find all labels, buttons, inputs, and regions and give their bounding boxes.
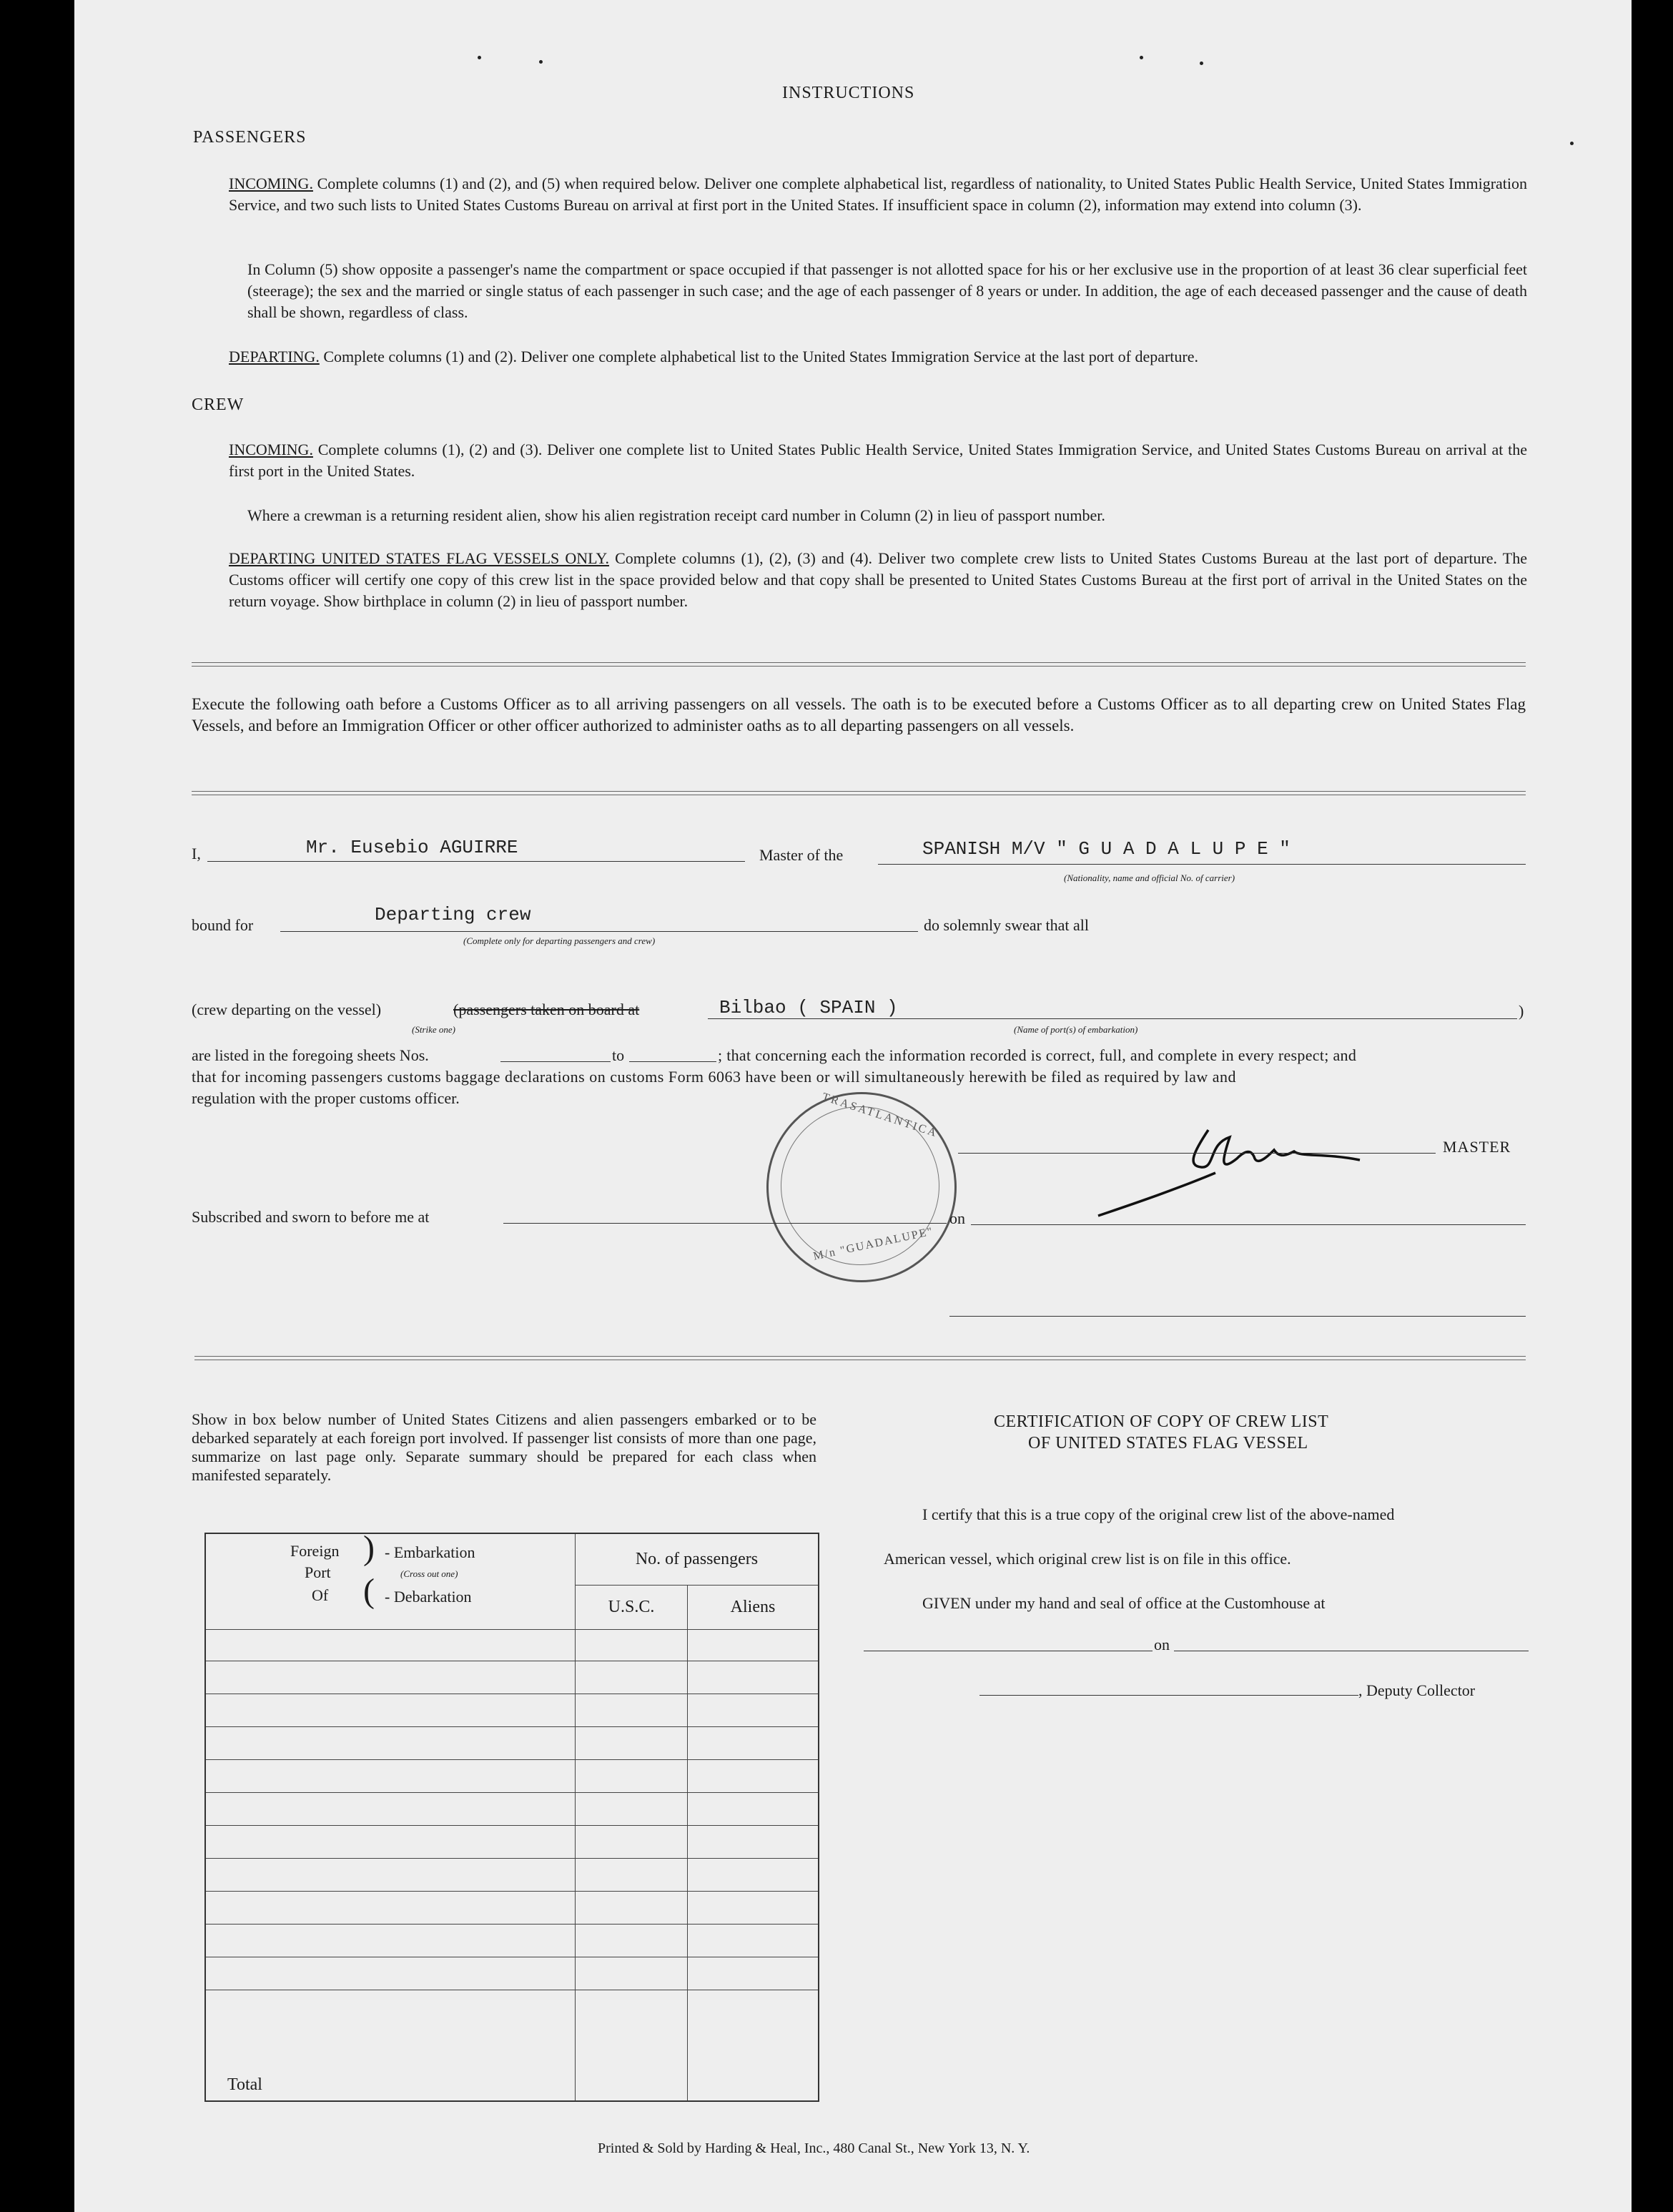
- certification-line-1: I certify that this is a true copy of the original crew list of the above-named: [922, 1505, 1395, 1523]
- stamp-top-text: TRASATLANTICA: [820, 1091, 940, 1140]
- port-cell[interactable]: [205, 1825, 576, 1858]
- closing-paren: ): [1519, 1002, 1524, 1020]
- summary-instructions: Show in box below number of United States Citizens and alien passengers embarked or to be debarked separately at each foreign port involved. If passenger list consists of more than one page, summarize on last page only. Separate summary should be prepared for each class when manifested separately.: [192, 1410, 816, 1484]
- port-note: (Name of port(s) of embarkation): [1014, 1024, 1138, 1035]
- divider: [192, 791, 1526, 795]
- subscribed-date-field[interactable]: [971, 1224, 1526, 1225]
- master-label: MASTER: [1443, 1138, 1511, 1156]
- strike-option: (passengers taken on board at: [453, 1001, 640, 1018]
- port-cell[interactable]: [205, 1759, 576, 1792]
- usc-cell[interactable]: [576, 1891, 688, 1924]
- master-of-label: Master of the: [759, 846, 844, 864]
- divider: [192, 662, 1526, 667]
- port-field[interactable]: [708, 1018, 1517, 1019]
- total-label: Total: [205, 1990, 576, 2101]
- passengers-departing-paragraph: [229, 346, 1527, 368]
- master-signature: [1087, 1116, 1373, 1230]
- port-cell[interactable]: [205, 1891, 576, 1924]
- speck: [539, 60, 543, 64]
- certification-line-2: American vessel, which original crew list is on file in this office.: [884, 1550, 1291, 1568]
- aliens-cell[interactable]: [688, 1726, 819, 1759]
- aliens-cell[interactable]: [688, 1825, 819, 1858]
- crew-crewman-paragraph: Where a crewman is a returning resident alien, show his alien registration receipt card number in Column (2) in lieu of passport number.: [247, 506, 1105, 524]
- bound-for-note: (Complete only for departing passengers and crew): [463, 935, 656, 946]
- usc-cell[interactable]: [576, 1661, 688, 1694]
- crew-incoming-text: Complete columns (1), (2) and (3). Deliver one complete list to United States Public Health Service, United States Immigration Service, and United States Customs Bureau on arrival at the first port in the United States.: [229, 441, 1528, 480]
- port-value: Bilbao ( SPAIN ): [719, 997, 898, 1018]
- usc-cell[interactable]: [576, 1825, 688, 1858]
- port-label: Port: [305, 1563, 331, 1581]
- cross-out-note: (Cross out one): [400, 1568, 458, 1579]
- subscribed-on-label: on: [949, 1209, 965, 1227]
- passengers-heading: PASSENGERS: [193, 128, 307, 147]
- crew-departing-paragraph: [229, 548, 1527, 612]
- foreign-port-header: [205, 1529, 576, 1629]
- aliens-cell[interactable]: [688, 1792, 819, 1825]
- brace-bottom: (: [363, 1572, 375, 1610]
- crew-departing-label: DEPARTING UNITED STATES FLAG VESSELS ONLY.: [229, 549, 609, 567]
- to-label: to: [612, 1046, 625, 1064]
- aliens-cell[interactable]: [688, 1629, 819, 1661]
- port-cell[interactable]: [205, 1629, 576, 1661]
- crew-heading: CREW: [192, 395, 245, 414]
- passengers-incoming-label: INCOMING.: [229, 174, 313, 192]
- speck: [478, 56, 481, 59]
- strike-note: (Strike one): [412, 1024, 456, 1035]
- usc-cell[interactable]: [576, 1924, 688, 1957]
- sheet-to-field[interactable]: [629, 1061, 716, 1062]
- passengers-incoming-paragraph: [229, 173, 1527, 216]
- crew-departing-label: (crew departing on the vessel): [192, 1001, 382, 1018]
- certification-heading-2: OF UNITED STATES FLAG VESSEL: [1028, 1434, 1308, 1452]
- master-name-field[interactable]: [207, 861, 745, 862]
- speck: [1140, 56, 1143, 59]
- master-signature-line[interactable]: [958, 1153, 1436, 1154]
- master-name-value: Mr. Eusebio AGUIRRE: [306, 837, 518, 858]
- crew-incoming-paragraph: [229, 439, 1527, 482]
- certification-on-label: on: [1154, 1636, 1170, 1653]
- sheet-from-field[interactable]: [500, 1061, 611, 1062]
- officer-signature-field[interactable]: [949, 1316, 1526, 1317]
- vessel-value: SPANISH M/V " G U A D A L U P E ": [922, 838, 1290, 860]
- port-cell[interactable]: [205, 1726, 576, 1759]
- stamp-bottom-text: M/n "GUADALUPE": [812, 1225, 935, 1263]
- crew-departing-text: Complete columns (1), (2), (3) and (4). Deliver two complete crew lists to United States Customs Bureau at the last port of departure. The Customs officer will certify one copy of this crew list in the space provided below and that copy shall be presented to United States Customs Bureau at the first port of arrival in the United States on the return voyage. Show birthplace in column (2) in lieu of passport number.: [229, 549, 1527, 610]
- i-label: I,: [192, 845, 201, 862]
- passengers-column5-paragraph: In Column (5) show opposite a passenger's name the compartment or space occupied if that passenger is not allotted space for his or her exclusive use in the proportion of at least 36 clear superficial feet (steerage); the sex and the married or single status of each passenger in such case; and the age of each passenger of 8 years or under. In addition, the age of each deceased passenger and the cause of death shall be shown, regardless of class.: [247, 260, 1527, 321]
- swear-text: do solemnly swear that all: [924, 916, 1089, 934]
- aliens-cell[interactable]: [688, 1858, 819, 1891]
- usc-cell[interactable]: [576, 1629, 688, 1661]
- aliens-cell[interactable]: [688, 1759, 819, 1792]
- foreign-label: Foreign: [290, 1542, 340, 1560]
- certification-line-3: GIVEN under my hand and seal of office at the Customhouse at: [922, 1594, 1326, 1612]
- debarkation-label: - Debarkation: [385, 1588, 472, 1606]
- deputy-collector-label: , Deputy Collector: [1358, 1681, 1476, 1699]
- bound-for-label: bound for: [192, 916, 254, 934]
- baggage-text-2: regulation with the proper customs officer.: [192, 1089, 460, 1107]
- port-cell[interactable]: [205, 1924, 576, 1957]
- usc-header: U.S.C.: [576, 1585, 688, 1629]
- aliens-header: Aliens: [688, 1585, 819, 1629]
- baggage-text-1: that for incoming passengers customs baggage declarations on customs Form 6063 have been or will simultaneously herewith be filed as required by law and: [192, 1068, 1237, 1086]
- passengers-departing-label: DEPARTING.: [229, 348, 320, 365]
- oath-intro: Execute the following oath before a Customs Officer as to all arriving passengers on all vessels. The oath is to be executed before a Customs Officer as to all departing crew on United States Flag Vessels, and before an Immigration Officer or other officer authorized to administer oaths as to all departing passengers on all vessels.: [192, 695, 1526, 734]
- vessel-field[interactable]: [878, 864, 1526, 865]
- usc-total-cell[interactable]: [576, 1990, 688, 2101]
- brace-top: ): [363, 1529, 375, 1567]
- of-label: Of: [312, 1586, 329, 1604]
- usc-cell[interactable]: [576, 1858, 688, 1891]
- speck: [1200, 62, 1203, 65]
- bound-for-field[interactable]: [280, 931, 918, 932]
- listed-label: are listed in the foregoing sheets Nos.: [192, 1046, 429, 1064]
- embarkation-label: - Embarkation: [385, 1543, 475, 1561]
- port-cell[interactable]: [205, 1792, 576, 1825]
- aliens-cell[interactable]: [688, 1891, 819, 1924]
- port-cell[interactable]: [205, 1694, 576, 1726]
- passenger-summary-table: [204, 1529, 819, 2102]
- port-cell[interactable]: [205, 1957, 576, 1990]
- instructions-title: INSTRUCTIONS: [782, 84, 915, 102]
- listed-text-end: ; that concerning each the information recorded is correct, full, and complete in every respect; and: [718, 1046, 1357, 1064]
- passengers-count-header: No. of passengers: [576, 1533, 819, 1585]
- aliens-cell[interactable]: [688, 1924, 819, 1957]
- subscribed-place-field[interactable]: [503, 1223, 947, 1224]
- passengers-departing-text: Complete columns (1) and (2). Deliver one complete alphabetical list to the United States Immigration Service at the last port of departure.: [323, 348, 1199, 365]
- crew-incoming-label: INCOMING.: [229, 441, 313, 458]
- speck: [1570, 142, 1574, 145]
- passengers-incoming-text: Complete columns (1) and (2), and (5) when required below. Deliver one complete alphabetical list, regardless of nationality, to United States Public Health Service, United States Immigration Service, and two such lists to United States Customs Bureau on arrival at first port in the United States. If insufficient space in column (2), information may extend into column (3).: [229, 174, 1528, 214]
- aliens-cell[interactable]: [688, 1957, 819, 1990]
- port-cell[interactable]: [205, 1858, 576, 1891]
- usc-cell[interactable]: [576, 1957, 688, 1990]
- aliens-total-cell[interactable]: [688, 1990, 819, 2101]
- certification-heading-1: CERTIFICATION OF COPY OF CREW LIST: [994, 1412, 1329, 1431]
- printer-footer: Printed & Sold by Harding & Heal, Inc., 480 Canal St., New York 13, N. Y.: [598, 2140, 1030, 2156]
- deputy-collector-signature-field[interactable]: [979, 1695, 1358, 1696]
- usc-cell[interactable]: [576, 1726, 688, 1759]
- usc-cell[interactable]: [576, 1759, 688, 1792]
- usc-cell[interactable]: [576, 1694, 688, 1726]
- aliens-cell[interactable]: [688, 1694, 819, 1726]
- subscribed-label: Subscribed and sworn to before me at: [192, 1208, 430, 1226]
- bound-for-value: Departing crew: [375, 904, 531, 925]
- divider: [194, 1356, 1526, 1360]
- vessel-note: (Nationality, name and official No. of carrier): [1064, 872, 1235, 883]
- port-cell[interactable]: [205, 1661, 576, 1694]
- aliens-cell[interactable]: [688, 1661, 819, 1694]
- usc-cell[interactable]: [576, 1792, 688, 1825]
